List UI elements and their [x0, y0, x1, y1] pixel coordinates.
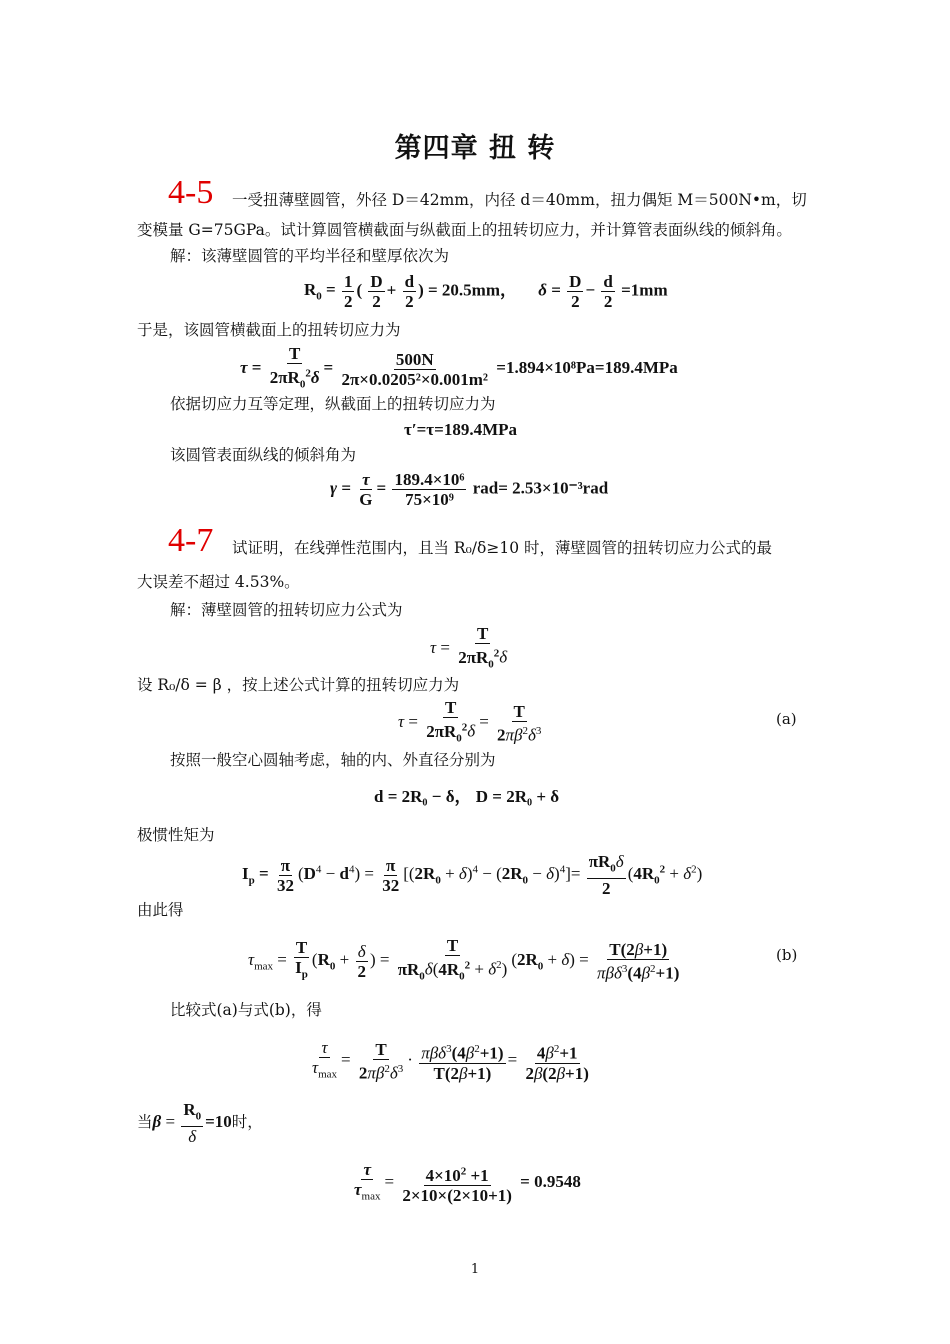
equation-mean-radius: $R_0$ = $\frac{1}{2}$ ( $\frac{D}{2}$ + $\frac{d}{2}$ ) = 20.5mm， δ = $\frac{D}{2}$ − $\frac{d}{2}$ =1mm: [304, 272, 668, 311]
problem-4-5-statement-line2: 变模量 G=75GPa。试计算圆管横截面与纵截面上的扭转切应力，并计算管表面纵线的倾斜角。: [137, 221, 792, 239]
equation-diameters: [374, 787, 559, 807]
tau-prime-text: τ′=τ=189.4MPa: [404, 420, 518, 439]
problem-number-4-7: 4-7: [168, 522, 214, 559]
equation-beta-condition: 当β = $\frac{R_0}{\delta}$ =10时，: [137, 1100, 263, 1147]
problem-4-7-text-compare: 比较式(a)与式(b)，得: [170, 1001, 322, 1019]
problem-4-7-solution-intro: 解：薄壁圆管的扭转切应力公式为: [170, 601, 403, 619]
problem-4-5-solution-intro: 解：该薄壁圆管的平均半径和壁厚依次为: [170, 247, 450, 265]
diameters-text: d = 2R₀ − δ， D = 2R₀ + δ: [374, 787, 560, 806]
when-text: 当: [137, 1113, 153, 1132]
equation-a: τ = $\frac{T}{2\pi R_0^2\delta}$ = $\frac{T}{2\pi\beta^2\delta^3}$: [398, 698, 542, 745]
problem-4-5-text-angle: 该圆管表面纵线的倾斜角为: [170, 446, 357, 464]
problem-4-7-statement-line1: 试证明，在线弹性范围内，且当 R₀/δ≥10 时，薄壁圆管的扭转切应力公式的最: [232, 539, 773, 557]
equation-label-b: (b): [776, 946, 798, 964]
equation-b: $\tau_{max}$ = $\frac{T}{I_p}$ ($R_0$ + $\frac{\delta}{2}$ ) = $\frac{T}{\pi R_0\delta(4R_0^2 + \delta^2)}$ $(2R_0 + \delta)$ = $\frac{T(2\beta+1)}{\pi\beta\delta^3(4\beta^2+1)}$: [248, 936, 680, 983]
tau-numerator: 500N: [395, 349, 434, 369]
equation-polar-moment: $I_p$ = $\frac{\pi}{32}$ $(D^4 - d^4)$ = $\frac{\pi}{32}$ $[(2R_0 + \delta)^4 - (2R_0 - \delta)^4]=$ $\frac{\pi R_0\delta}{2}$ $(4R_0^2 + \delta^2)$: [242, 852, 703, 899]
r0-value: = 20.5mm，: [428, 280, 518, 300]
delta-value: =1mm: [621, 280, 668, 300]
tau-denominator: 2π×0.0205²×0.001m²: [341, 369, 489, 389]
equation-ratio: $\frac{\tau}{\tau_{max}}$ = $\frac{T}{2\pi\beta^2\delta^3}$ · $\frac{\pi\beta\delta^3(4\beta^2+1)}{T(2\beta+1)}$ = $\frac{4\beta^2+1}{2\beta(2\beta+1)}$: [312, 1038, 589, 1083]
then-text: 时，: [231, 1113, 263, 1132]
final-ratio-value: = 0.9548: [520, 1172, 581, 1192]
page-number: 1: [470, 1262, 480, 1277]
tau-value: =1.894×10⁸Pa=189.4MPa: [496, 357, 678, 377]
equation-shear-stress: τ = $\frac{T}{2\pi R_0^2\delta}$ = $\frac{500N}{\text{2π×0.0205²×0.001m²}}$ =1.894×10⁸Pa=189.4MPa: [240, 344, 678, 391]
equation-label-a: (a): [776, 710, 797, 728]
equation-tau-prime: [404, 420, 517, 440]
page-title: 第四章 扭 转: [394, 133, 556, 164]
gamma-denominator: 75×10⁹: [405, 490, 454, 509]
problem-4-7-text-diameters: 按照一般空心圆轴考虑，轴的内、外直径分别为: [170, 751, 496, 769]
problem-4-5-text-shear-stress: 于是，该圆管横截面上的扭转切应力为: [137, 321, 401, 339]
problem-4-5-statement-line1: 一受扭薄壁圆管，外径 D＝42mm，内径 d＝40mm，扭力偶矩 M＝500N•m，切: [232, 191, 807, 209]
gamma-value: rad= 2.53×10⁻³rad: [472, 478, 609, 498]
equation-thin-wall-formula: τ = $\frac{T}{2\pi R_0^2\delta}$: [430, 624, 508, 671]
problem-4-7-text-beta: 设 R₀/δ = β ，按上述公式计算的扭转切应力为: [137, 676, 460, 694]
equation-final-ratio: $\frac{\tau}{\tau_{max}}$ = $\frac{4\times 10^2 +1}{2\times 10\times(2\times 10+1)}$ = 0.9548: [354, 1160, 581, 1205]
problem-4-7-text-hence: 由此得: [137, 901, 184, 919]
gamma-numerator: 189.4×10⁶: [394, 470, 465, 489]
problem-4-7-statement-line2: 大误差不超过 4.53%。: [137, 573, 300, 591]
problem-number-4-5: 4-5: [168, 174, 214, 211]
problem-4-7-text-polar-moment: 极惯性矩为: [137, 826, 215, 844]
equation-shear-angle: γ = $\frac{\tau}{G}$ = $\frac{\text{189.4×10⁶}}{\text{75×10⁹}}$ rad= 2.53×10⁻³rad: [330, 470, 609, 509]
problem-4-5-text-reciprocal: 依据切应力互等定理，纵截面上的扭转切应力为: [170, 395, 496, 413]
